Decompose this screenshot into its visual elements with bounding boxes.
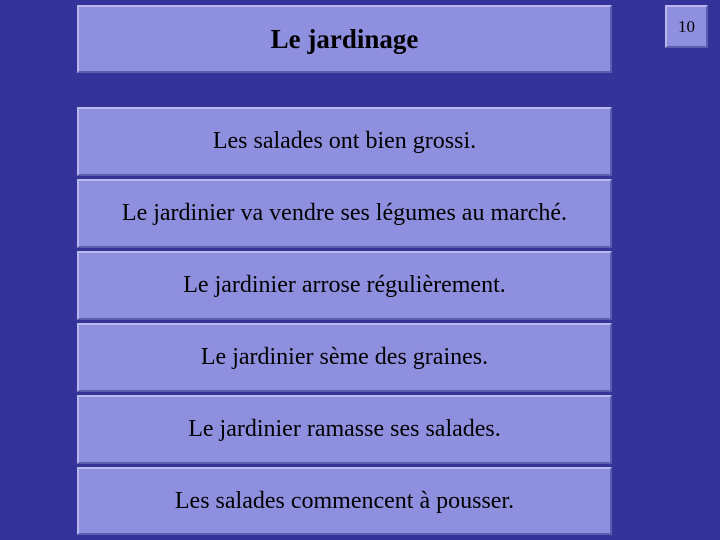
page-title: Le jardinage [270, 23, 419, 54]
sentence-text: Le jardinier sème des graines. [200, 344, 489, 370]
page-number: 10 [678, 16, 695, 36]
sentence-card-2[interactable] [77, 179, 612, 248]
sentence-text: Les salades commencent à pousser. [174, 487, 515, 514]
sentence-text: Le jardinier arrose régulièrement. [183, 272, 506, 298]
sentence-text: Le jardinier ramasse ses salades. [188, 416, 501, 442]
page-number-box [665, 5, 708, 48]
sentence-card-1[interactable] [77, 107, 612, 176]
title-box [77, 5, 612, 73]
sentence-card-5[interactable] [77, 395, 612, 464]
sentence-text: Le jardinier va vendre ses légumes au marché. [121, 200, 568, 226]
sentence-text: Les salades ont bien grossi. [212, 128, 477, 154]
sentence-card-6[interactable] [77, 467, 612, 535]
sentence-card-3[interactable] [77, 251, 612, 320]
sentence-card-4[interactable] [77, 323, 612, 392]
